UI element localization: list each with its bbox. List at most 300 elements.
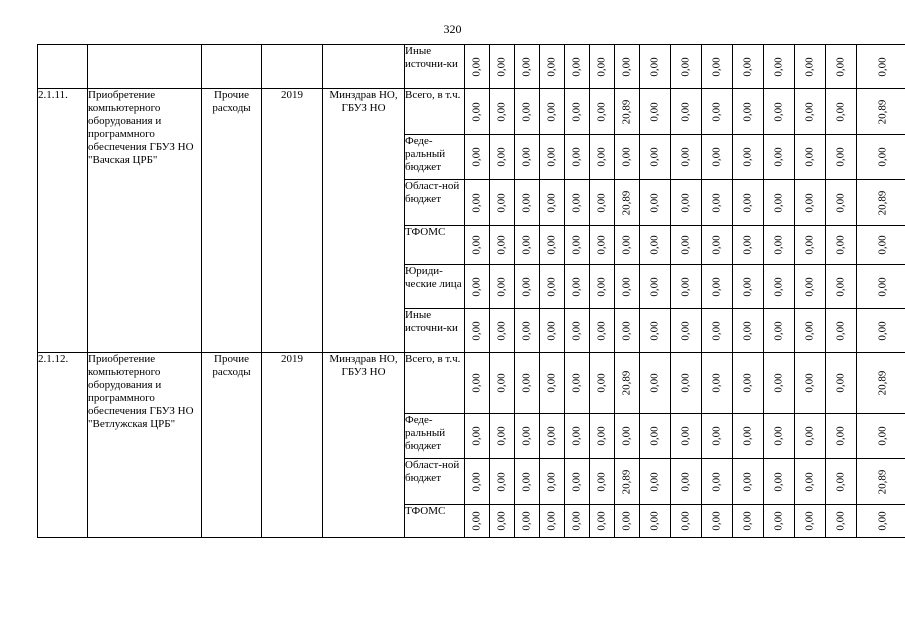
- value-text: 0,00: [470, 426, 483, 446]
- value-text: 0,00: [470, 56, 483, 77]
- funding-source-label: Всего, в т.ч.: [405, 89, 465, 135]
- item-name: Приобретение компьютерного оборудования и программного обеспечения ГБУЗ НО "Вачская ЦРБ": [88, 89, 202, 353]
- value-cell: [795, 45, 826, 89]
- value-text: 0,00: [876, 426, 888, 446]
- value-cell: [702, 414, 733, 459]
- value-cell: [515, 309, 540, 353]
- value-cell: [515, 353, 540, 414]
- value-cell: [733, 135, 764, 180]
- value-text: 0,00: [772, 511, 785, 531]
- value-text: 0,00: [834, 235, 847, 255]
- funding-source-label: Област-ной бюджет: [405, 180, 465, 226]
- value-cell: [615, 309, 640, 353]
- value-cell: [826, 45, 857, 89]
- value-cell: [515, 459, 540, 505]
- funding-source-label: Юриди-ческие лица: [405, 265, 465, 309]
- expense-type: Прочие расходы: [202, 353, 262, 538]
- value-text: 0,00: [470, 101, 483, 122]
- value-cell: [702, 353, 733, 414]
- value-text: 0,00: [545, 471, 558, 492]
- value-text: 0,00: [772, 320, 785, 341]
- value-cell: [857, 505, 905, 538]
- value-cell: [565, 459, 590, 505]
- value-text: 0,00: [803, 426, 816, 446]
- value-cell: [826, 353, 857, 414]
- value-text: 0,00: [834, 56, 847, 77]
- value-text: 0,00: [679, 373, 692, 393]
- value-cell: [615, 226, 640, 265]
- value-text: 0,00: [834, 320, 847, 341]
- value-cell: [671, 353, 702, 414]
- value-cell: [640, 353, 671, 414]
- value-cell: [764, 309, 795, 353]
- value-cell: [795, 309, 826, 353]
- value-cell: [733, 414, 764, 459]
- value-text: 0,00: [495, 320, 508, 341]
- value-text: 0,00: [495, 192, 508, 213]
- value-cell: [540, 505, 565, 538]
- value-text: 0,00: [648, 320, 661, 341]
- value-text: 0,00: [679, 192, 692, 213]
- value-text: 0,00: [876, 235, 888, 255]
- value-text: 0,00: [520, 56, 533, 77]
- value-cell: [857, 226, 905, 265]
- value-text: 0,00: [772, 235, 785, 255]
- value-text: 0,00: [772, 373, 785, 393]
- value-text: 0,00: [834, 101, 847, 122]
- value-text: 0,00: [570, 511, 583, 531]
- value-cell: [490, 135, 515, 180]
- value-text: 0,00: [741, 511, 754, 531]
- value-text: 0,00: [803, 235, 816, 255]
- value-text: 0,00: [620, 511, 633, 531]
- value-text: 0,00: [679, 471, 692, 492]
- value-text: 0,00: [570, 101, 583, 122]
- value-cell: [826, 309, 857, 353]
- budget-table: [37, 44, 905, 538]
- value-cell: [702, 89, 733, 135]
- funding-source-label: Иные источни-ки: [405, 45, 465, 89]
- value-cell: [764, 226, 795, 265]
- value-text: 0,00: [545, 101, 558, 122]
- value-text: 0,00: [834, 276, 847, 297]
- value-text: 0,00: [710, 276, 723, 297]
- value-cell: [640, 505, 671, 538]
- value-text: 0,00: [470, 471, 483, 492]
- value-cell: [764, 135, 795, 180]
- value-text: 0,00: [741, 235, 754, 255]
- value-text: 0,00: [741, 101, 754, 122]
- value-text: 0,00: [620, 56, 633, 77]
- value-text: 0,00: [876, 276, 888, 297]
- value-cell: [590, 135, 615, 180]
- value-cell: [490, 265, 515, 309]
- value-text: 0,00: [520, 373, 533, 393]
- value-text: 0,00: [620, 235, 633, 255]
- value-text: 0,00: [648, 276, 661, 297]
- value-cell: [826, 226, 857, 265]
- value-text: 0,00: [620, 276, 633, 297]
- value-cell: [515, 180, 540, 226]
- value-cell: [465, 89, 490, 135]
- value-text: 0,00: [648, 56, 661, 77]
- value-cell: [702, 45, 733, 89]
- value-cell: [615, 89, 640, 135]
- value-cell: [515, 135, 540, 180]
- item-year: 2019: [262, 353, 323, 538]
- value-cell: [590, 226, 615, 265]
- value-text: 0,00: [495, 235, 508, 255]
- value-cell: [795, 226, 826, 265]
- value-text: 0,00: [679, 276, 692, 297]
- responsible-org: Минздрав НО, ГБУЗ НО: [323, 89, 405, 353]
- value-cell: [465, 353, 490, 414]
- value-cell: [615, 135, 640, 180]
- value-cell: [733, 353, 764, 414]
- value-text: 0,00: [520, 147, 533, 167]
- value-text: 0,00: [834, 373, 847, 393]
- value-text: 0,00: [876, 511, 888, 531]
- value-text: 0,00: [803, 471, 816, 492]
- value-cell: [590, 414, 615, 459]
- value-text: 0,00: [520, 192, 533, 213]
- funding-source-label: Феде-ральный бюджет: [405, 135, 465, 180]
- value-cell: [702, 505, 733, 538]
- value-text: 0,00: [595, 511, 608, 531]
- value-text: 0,00: [595, 373, 608, 393]
- value-cell: [465, 459, 490, 505]
- value-text: 0,00: [803, 147, 816, 167]
- value-cell: [671, 459, 702, 505]
- value-text: 0,00: [470, 320, 483, 341]
- value-text: 0,00: [495, 101, 508, 122]
- item-year: 2019: [262, 89, 323, 353]
- funding-source-label: Област-ной бюджет: [405, 459, 465, 505]
- value-cell: [465, 45, 490, 89]
- value-text: 0,00: [679, 56, 692, 77]
- value-cell: [826, 180, 857, 226]
- value-cell: [826, 505, 857, 538]
- value-cell: [733, 226, 764, 265]
- value-cell: [490, 180, 515, 226]
- value-text: 0,00: [570, 373, 583, 393]
- value-cell: [764, 89, 795, 135]
- value-cell: [540, 226, 565, 265]
- value-text: 0,00: [834, 192, 847, 213]
- value-cell: [733, 265, 764, 309]
- value-text: 0,00: [545, 426, 558, 446]
- value-text: 0,00: [520, 235, 533, 255]
- value-text: 0,00: [772, 471, 785, 492]
- value-cell: [490, 459, 515, 505]
- value-cell: [590, 265, 615, 309]
- value-cell: [702, 226, 733, 265]
- value-text: 0,00: [803, 56, 816, 77]
- value-cell: [490, 45, 515, 89]
- funding-source-label: Иные источни-ки: [405, 309, 465, 353]
- value-text: 0,00: [520, 471, 533, 492]
- responsible-org: [323, 45, 405, 89]
- table-row: [38, 89, 905, 135]
- value-cell: [565, 89, 590, 135]
- value-text: 0,00: [545, 56, 558, 77]
- value-cell: [764, 180, 795, 226]
- value-cell: [826, 89, 857, 135]
- value-text: 0,00: [741, 192, 754, 213]
- table-row: [38, 45, 905, 89]
- value-text: 0,00: [679, 320, 692, 341]
- value-text: 0,00: [772, 276, 785, 297]
- value-text: 0,00: [648, 511, 661, 531]
- value-text: 0,00: [876, 147, 888, 167]
- value-text: 0,00: [648, 192, 661, 213]
- value-text: 0,00: [834, 147, 847, 167]
- value-text: 0,00: [648, 373, 661, 393]
- page-number: 320: [443, 22, 462, 36]
- value-cell: [465, 265, 490, 309]
- value-text: 0,00: [495, 511, 508, 531]
- value-cell: [540, 180, 565, 226]
- value-cell: [795, 505, 826, 538]
- value-cell: [615, 45, 640, 89]
- value-cell: [733, 505, 764, 538]
- value-cell: [515, 45, 540, 89]
- value-text: 0,00: [470, 147, 483, 167]
- value-cell: [702, 309, 733, 353]
- value-cell: [565, 180, 590, 226]
- value-text: 0,00: [772, 147, 785, 167]
- value-text: 0,00: [595, 235, 608, 255]
- value-cell: [615, 505, 640, 538]
- value-text: 0,00: [834, 471, 847, 492]
- value-text: 0,00: [648, 235, 661, 255]
- value-text: 0,00: [876, 320, 888, 341]
- value-text: 20,89: [620, 469, 633, 494]
- value-cell: [857, 414, 905, 459]
- item-name: [88, 45, 202, 89]
- value-text: 0,00: [772, 192, 785, 213]
- value-text: 0,00: [495, 147, 508, 167]
- value-text: 0,00: [803, 320, 816, 341]
- value-text: 0,00: [679, 101, 692, 122]
- value-cell: [465, 226, 490, 265]
- value-text: 0,00: [620, 320, 633, 341]
- value-cell: [590, 45, 615, 89]
- value-cell: [671, 45, 702, 89]
- value-cell: [795, 135, 826, 180]
- value-text: 0,00: [570, 56, 583, 77]
- funding-source-label: ТФОМС: [405, 505, 465, 538]
- value-text: 0,00: [710, 373, 723, 393]
- value-cell: [857, 309, 905, 353]
- value-cell: [826, 265, 857, 309]
- value-cell: [565, 226, 590, 265]
- value-text: 0,00: [470, 373, 483, 393]
- table-row: [38, 353, 905, 414]
- value-text: 0,00: [545, 276, 558, 297]
- value-text: 0,00: [803, 373, 816, 393]
- value-text: 0,00: [679, 426, 692, 446]
- value-text: 0,00: [570, 320, 583, 341]
- value-text: 0,00: [520, 276, 533, 297]
- value-cell: [490, 226, 515, 265]
- value-text: 0,00: [470, 511, 483, 531]
- value-cell: [640, 89, 671, 135]
- value-cell: [490, 414, 515, 459]
- value-cell: [671, 309, 702, 353]
- value-cell: [857, 89, 905, 135]
- value-cell: [565, 414, 590, 459]
- value-cell: [540, 45, 565, 89]
- value-cell: [590, 309, 615, 353]
- value-text: 0,00: [570, 426, 583, 446]
- funding-source-label: Феде-ральный бюджет: [405, 414, 465, 459]
- value-text: 0,00: [495, 471, 508, 492]
- value-text: 20,89: [876, 370, 888, 396]
- value-text: 20,89: [620, 370, 633, 396]
- value-cell: [465, 309, 490, 353]
- value-cell: [615, 265, 640, 309]
- item-number: [38, 45, 88, 89]
- value-text: 0,00: [876, 56, 888, 77]
- value-text: 0,00: [570, 192, 583, 213]
- value-cell: [615, 459, 640, 505]
- value-cell: [565, 353, 590, 414]
- value-cell: [671, 414, 702, 459]
- value-cell: [733, 45, 764, 89]
- value-cell: [540, 353, 565, 414]
- value-cell: [515, 414, 540, 459]
- value-cell: [826, 414, 857, 459]
- value-cell: [795, 414, 826, 459]
- value-cell: [764, 353, 795, 414]
- value-text: 0,00: [772, 56, 785, 77]
- value-text: 20,89: [620, 190, 633, 215]
- value-text: 0,00: [679, 147, 692, 167]
- value-text: 0,00: [545, 320, 558, 341]
- value-text: 0,00: [545, 192, 558, 213]
- value-text: 20,89: [876, 469, 888, 494]
- value-text: 20,89: [620, 99, 633, 124]
- value-text: 0,00: [803, 276, 816, 297]
- value-text: 0,00: [741, 147, 754, 167]
- value-cell: [515, 226, 540, 265]
- value-text: 0,00: [710, 511, 723, 531]
- responsible-org: Минздрав НО, ГБУЗ НО: [323, 353, 405, 538]
- value-cell: [490, 353, 515, 414]
- value-cell: [590, 353, 615, 414]
- value-cell: [640, 309, 671, 353]
- value-cell: [640, 135, 671, 180]
- value-text: 0,00: [470, 235, 483, 255]
- value-cell: [764, 265, 795, 309]
- value-cell: [671, 89, 702, 135]
- value-text: 0,00: [595, 147, 608, 167]
- value-text: 0,00: [520, 320, 533, 341]
- value-text: 0,00: [679, 511, 692, 531]
- value-cell: [857, 265, 905, 309]
- value-cell: [733, 459, 764, 505]
- value-cell: [465, 135, 490, 180]
- value-cell: [826, 135, 857, 180]
- value-text: 0,00: [648, 101, 661, 122]
- value-text: 0,00: [470, 192, 483, 213]
- value-text: 0,00: [520, 426, 533, 446]
- value-cell: [640, 265, 671, 309]
- item-year: [262, 45, 323, 89]
- value-cell: [565, 309, 590, 353]
- item-name: Приобретение компьютерного оборудования и программного обеспечения ГБУЗ НО "Ветлужская ЦРБ": [88, 353, 202, 538]
- value-text: 0,00: [595, 276, 608, 297]
- value-cell: [733, 180, 764, 226]
- value-cell: [764, 505, 795, 538]
- value-cell: [764, 459, 795, 505]
- value-text: 0,00: [710, 471, 723, 492]
- value-cell: [857, 135, 905, 180]
- value-text: 0,00: [520, 511, 533, 531]
- value-text: 0,00: [741, 426, 754, 446]
- value-text: 0,00: [570, 276, 583, 297]
- value-cell: [857, 45, 905, 89]
- value-text: 0,00: [545, 235, 558, 255]
- value-cell: [540, 309, 565, 353]
- value-cell: [733, 89, 764, 135]
- value-text: 0,00: [710, 235, 723, 255]
- value-text: 0,00: [710, 192, 723, 213]
- value-text: 0,00: [710, 320, 723, 341]
- value-text: 0,00: [620, 426, 633, 446]
- value-text: 0,00: [595, 320, 608, 341]
- value-cell: [671, 226, 702, 265]
- value-text: 0,00: [710, 56, 723, 77]
- value-cell: [640, 45, 671, 89]
- value-cell: [540, 89, 565, 135]
- value-text: 0,00: [595, 101, 608, 122]
- value-text: 0,00: [495, 373, 508, 393]
- item-number: 2.1.12.: [38, 353, 88, 538]
- value-text: 0,00: [741, 320, 754, 341]
- value-text: 0,00: [570, 235, 583, 255]
- value-text: 0,00: [741, 276, 754, 297]
- expense-type: Прочие расходы: [202, 89, 262, 353]
- value-text: 0,00: [648, 426, 661, 446]
- value-cell: [465, 180, 490, 226]
- value-cell: [615, 180, 640, 226]
- value-cell: [671, 135, 702, 180]
- value-text: 20,89: [876, 99, 888, 124]
- value-text: 20,89: [876, 190, 888, 215]
- value-text: 0,00: [772, 426, 785, 446]
- value-text: 0,00: [803, 101, 816, 122]
- value-text: 0,00: [710, 101, 723, 122]
- value-cell: [795, 180, 826, 226]
- value-cell: [515, 89, 540, 135]
- value-cell: [565, 45, 590, 89]
- value-text: 0,00: [570, 147, 583, 167]
- value-text: 0,00: [520, 101, 533, 122]
- value-text: 0,00: [648, 147, 661, 167]
- value-text: 0,00: [545, 511, 558, 531]
- value-cell: [615, 414, 640, 459]
- value-cell: [540, 135, 565, 180]
- value-text: 0,00: [495, 426, 508, 446]
- value-cell: [702, 135, 733, 180]
- value-cell: [795, 353, 826, 414]
- value-text: 0,00: [772, 101, 785, 122]
- value-text: 0,00: [595, 471, 608, 492]
- value-cell: [590, 459, 615, 505]
- value-text: 0,00: [570, 471, 583, 492]
